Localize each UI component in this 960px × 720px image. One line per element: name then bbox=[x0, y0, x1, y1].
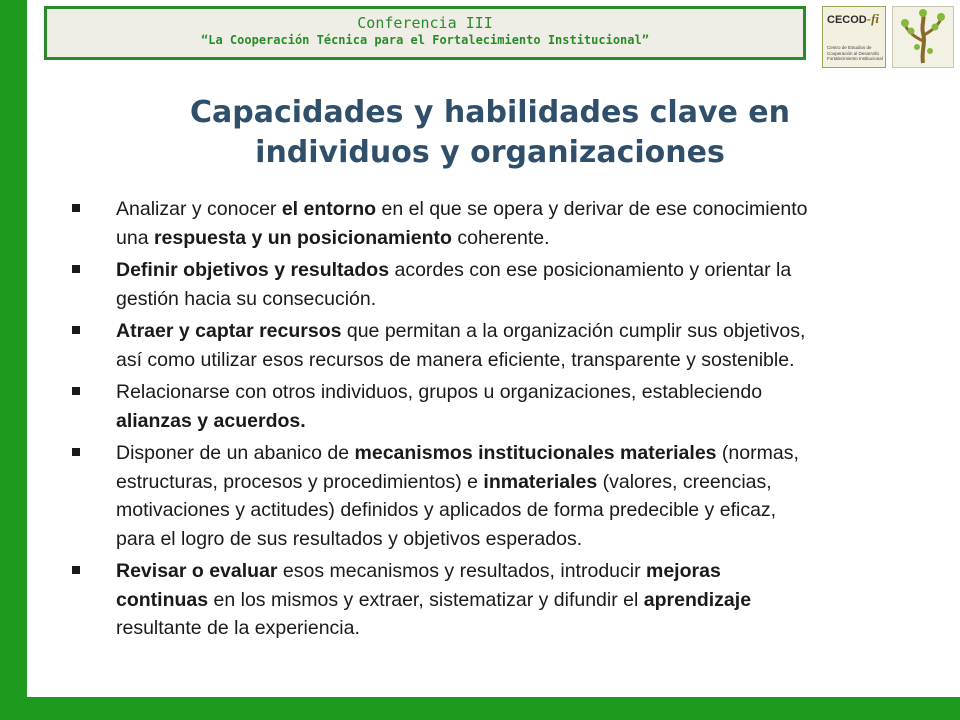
square-bullet-icon bbox=[72, 448, 80, 456]
list-item: Disponer de un abanico de mecanismos institucionales materiales (normas, estructuras, procesos y procedimientos) e inmateriales (valores, creencias, motivaciones y actitudes) definidos y aplicados de forma predecible y eficaz, para el logro de sus resultados y objetivos esperados. bbox=[66, 439, 960, 553]
square-bullet-icon bbox=[72, 387, 80, 395]
list-item: Analizar y conocer el entorno en el que se opera y derivar de ese conocimiento una respuesta y un posicionamiento coherente. bbox=[66, 195, 960, 252]
left-accent-bar bbox=[0, 0, 27, 720]
conference-title: Conferencia III bbox=[357, 14, 493, 32]
list-item: Atraer y captar recursos que permitan a la organización cumplir sus objetivos, así como utilizar esos recursos de manera eficiente, transparente y sostenible. bbox=[66, 317, 960, 374]
logo-name: CECOD bbox=[827, 14, 867, 26]
square-bullet-icon bbox=[72, 204, 80, 212]
list-item: Definir objetivos y resultados acordes con ese posicionamiento y orientar la gestión hacia su consecución. bbox=[66, 256, 960, 313]
square-bullet-icon bbox=[72, 265, 80, 273]
cecod-logo bbox=[822, 6, 886, 68]
logo-caption: Centro de Estudios de Cooperación al Desarrollo Fortalecimiento Institucional bbox=[827, 45, 883, 61]
key-capabilities-list bbox=[66, 195, 960, 647]
list-item: Revisar o evaluar esos mecanismos y resultados, introducir mejoras continuas en los mismos y extraer, sistematizar y difundir el aprendizaje resultante de la experiencia. bbox=[66, 557, 960, 643]
slide-title: Capacidades y habilidades clave en individuos y organizaciones bbox=[189, 95, 790, 170]
list-item: Relacionarse con otros individuos, grupos u organizaciones, estableciendo alianzas y acuerdos. bbox=[66, 378, 960, 435]
tree-logo-icon bbox=[892, 6, 954, 68]
square-bullet-icon bbox=[72, 326, 80, 334]
logo-suffix: -fi bbox=[866, 11, 880, 26]
bottom-accent-bar bbox=[0, 697, 960, 720]
conference-subtitle: “La Cooperación Técnica para el Fortalecimiento Institucional” bbox=[201, 33, 649, 47]
square-bullet-icon bbox=[72, 566, 80, 574]
conference-header bbox=[44, 6, 806, 60]
